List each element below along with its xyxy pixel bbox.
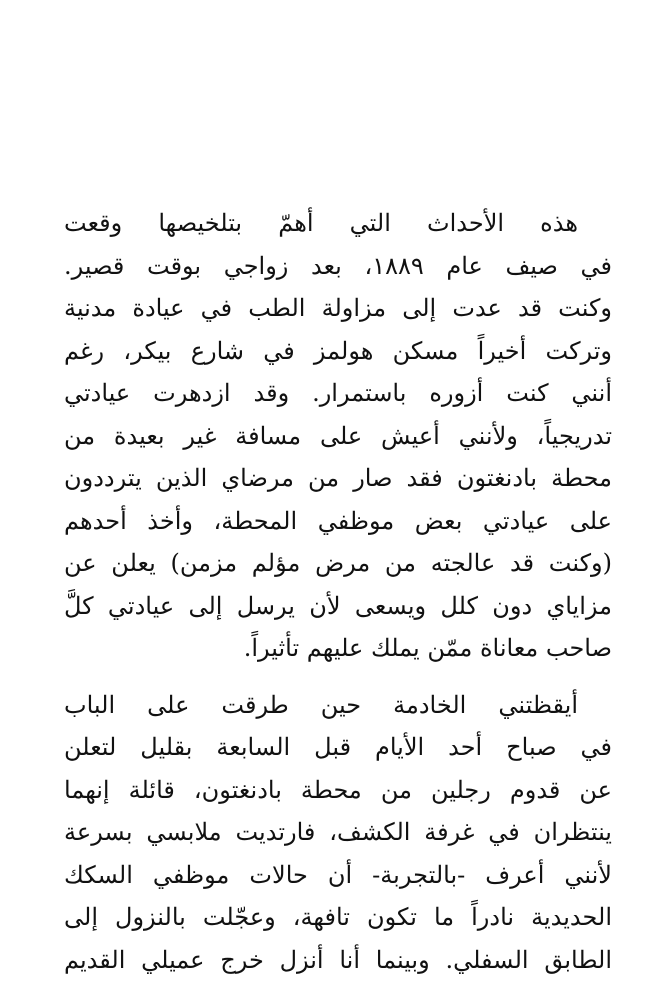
text-line: ينتظران في غرفة الكشف، فارتديت ملابسي بسرعة — [64, 818, 612, 846]
text-line: محطة بادنغتون فقد صار من مرضاي الذين يترددون — [64, 464, 612, 492]
text-line: عن قدوم رجلين من محطة بادنغتون، قائلة إنهما — [64, 775, 612, 804]
text-line: وتركت أخيراً مسكن هولمز في شارع بيكر، رغم — [64, 336, 612, 365]
text-line: هذه الأحداث التي أهمّ بتلخيصها وقعت — [64, 209, 578, 237]
text-line: أيقظتني الخادمة حين طرقت على الباب — [64, 690, 578, 719]
text-line: وكنت قد عدت إلى مزاولة الطب في عيادة مدنية — [64, 294, 612, 322]
text-line: في صباح أحد الأيام قبل السابعة بقليل لتعلن — [64, 733, 612, 761]
text-line: مزاياي دون كلل ويسعى لأن يرسل إلى عيادتي كلَّ — [64, 591, 612, 620]
text-line: الحديدية نادراً ما تكون تافهة، وعجّلت بالنزول إلى — [64, 903, 612, 931]
text-line: (وكنت قد عالجته من مرض مؤلم مزمن) يعلن عن — [64, 549, 612, 577]
text-line: صاحب معاناة ممّن يملك عليهم تأثيراً. — [243, 634, 612, 662]
text-line: في صيف عام ١٨٨٩، بعد زواجي بوقت قصير. — [64, 251, 612, 280]
text-line: على عيادتي بعض موظفي المحطة، وأخذ أحدهم — [64, 506, 612, 535]
paragraph-1 — [64, 202, 612, 670]
text-line: الطابق السفلي. وبينما أنا أنزل خرج عميلي القديم — [64, 945, 612, 974]
text-line: تدريجياً، ولأنني أعيش على مسافة غير بعيدة من — [64, 421, 612, 450]
text-line: لأنني أعرف -بالتجربة- أن حالات موظفي السكك — [64, 860, 612, 889]
page-text — [64, 202, 612, 981]
text-line: أنني كنت أزوره باستمرار. وقد ازدهرت عيادتي — [64, 379, 612, 407]
paragraph-2 — [64, 684, 612, 982]
